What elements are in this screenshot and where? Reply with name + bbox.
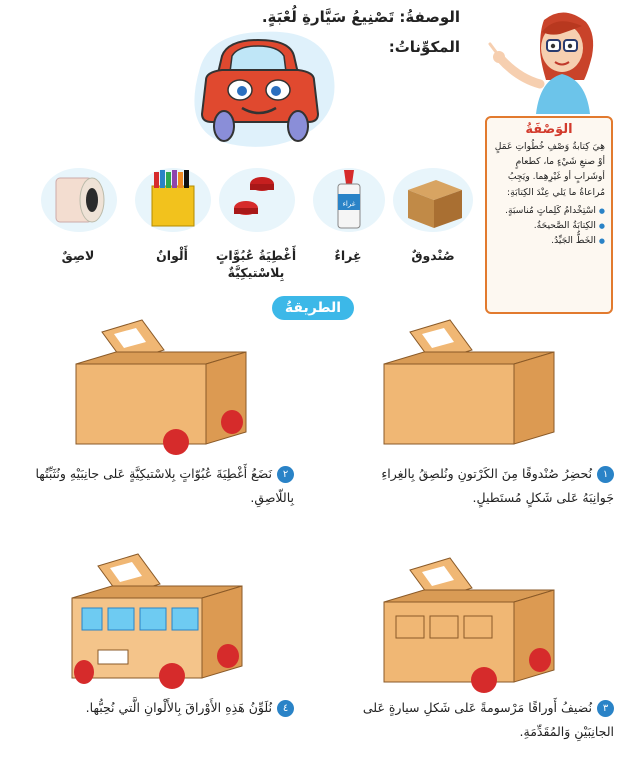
ingredient-label: أَغْطِيَةُ عُبُوَّاتٍ بِلاسْتيكِيَّةٌ (215, 248, 297, 280)
definition-point: ● اسْتِخْدامُ كَلِماتٍ مُناسبَةٍ. (493, 203, 605, 218)
definition-point: ● الكِتابَةُ الصَّحيحَةُ. (493, 218, 605, 233)
definition-points (493, 203, 605, 249)
step-number: ٢ (277, 466, 294, 483)
step2-box-illustration (72, 318, 250, 458)
ingredient-label: أَلْوانٌ (156, 248, 188, 263)
ingredient-label: لاصِقٌ (61, 248, 95, 263)
step-number: ١ (597, 466, 614, 483)
bottle-caps-icon (216, 164, 298, 234)
toy-car-illustration (180, 28, 340, 150)
step-text: نَضَعُ أَغْطِيَةَ عُبُوّاتٍ بِلاسْتيكِيَّةٍ عَلى جانِبَيْهِ ونُثَبِّتُها بِاللّاصِقِ. (35, 466, 294, 505)
recipe-title: الوصفةُ: تَصْنِيعُ سَيَّارةِ لُعْبَةٍ. (261, 8, 460, 26)
step-number: ٤ (277, 700, 294, 717)
teacher-illustration (486, 2, 606, 114)
step4-box-illustration (68, 552, 246, 692)
step3-box-illustration (380, 556, 558, 696)
definition-point: ● الخَطُّ الجَيِّدُ. (493, 233, 605, 248)
colored-pencils-icon (132, 164, 214, 234)
tape-roll-icon (38, 164, 120, 234)
step-3 (352, 696, 614, 744)
ingredients-title: المكوِّناتُ: (388, 38, 460, 56)
ingredient-label: صُنْدوقٌ (411, 248, 455, 263)
definition-body: هِيَ كِتابةُ وَصْفِ خُطُواتِ عَمَلٍ أوْ صنعِ شَيْءٍ ما، كطعامٍ أوشَرابٍ أو غَيْرِهِما. ويَجِبُ مُراعاةُ ما يَلي عِنْدَ الكِتابَةِ: (494, 141, 605, 198)
step-text: نُضيفُ أَوراقًا مَرْسومةً عَلى شَكلِ سيارةٍ عَلى الجانِبَيْنِ وَالمُقَدِّمَةِ. (362, 700, 614, 739)
step-text: نُحضِرُ صُنْدوقًا مِنَ الكَرْتونِ ونُلصِقُ بِالغِراءِ جَوانِبَهُ عَلى شَكلٍ مُستَطيلٍ. (381, 466, 614, 505)
definition-box (485, 116, 613, 314)
step-4 (22, 696, 294, 720)
ingredient-label: غِراءٌ (334, 248, 362, 263)
step1-box-illustration (380, 318, 558, 458)
method-title: الطريقةُ (272, 296, 354, 320)
glue-bottle-icon (308, 164, 390, 234)
step-text: نُلَوِّنُ هَذِهِ الأَوْراقَ بِالأَلْوانِ الَّتي نُحِبُّها. (85, 700, 272, 715)
definition-title: الوَصْفَةُ (525, 122, 573, 137)
step-1 (352, 462, 614, 510)
step-number: ٣ (597, 700, 614, 717)
cardboard-box-icon (392, 164, 474, 234)
glue-label: غراء (342, 200, 356, 208)
step-2 (22, 462, 294, 510)
